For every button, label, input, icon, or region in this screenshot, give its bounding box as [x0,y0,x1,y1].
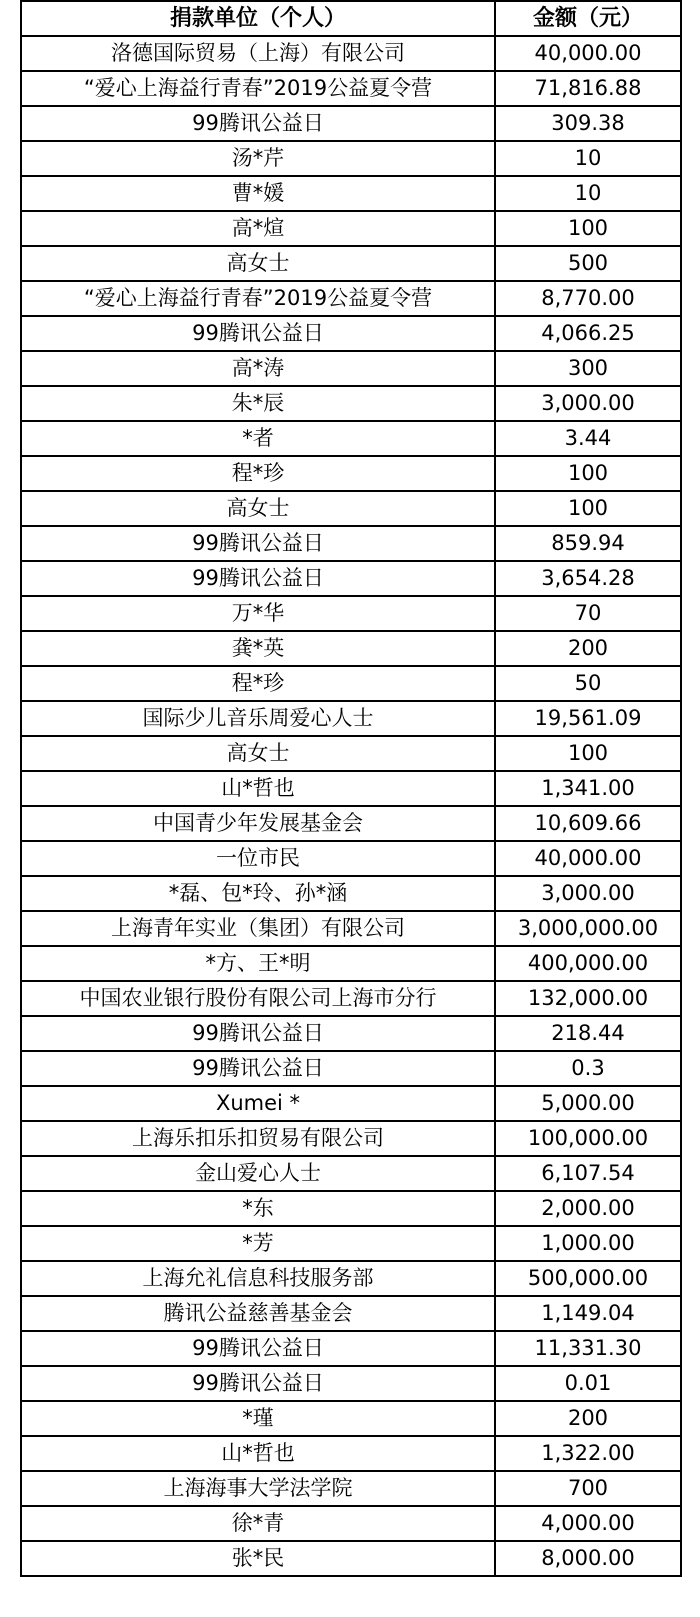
table-row [21,666,681,701]
donor-name-cell: “爱心上海益行青春”2019公益夏令营 [21,281,495,316]
donor-name-cell: 中国农业银行股份有限公司上海市分行 [21,981,495,1016]
donor-name-cell: 金山爱心人士 [21,1156,495,1191]
amount-cell: 5,000.00 [495,1086,681,1121]
donor-name-cell: *方、王*明 [21,946,495,981]
table-header-row [21,1,681,36]
table-row [21,141,681,176]
amount-cell: 500,000.00 [495,1261,681,1296]
amount-cell: 859.94 [495,526,681,561]
donor-name-cell: 99腾讯公益日 [21,106,495,141]
donor-name-cell: 汤*芹 [21,141,495,176]
donor-name-cell: *东 [21,1191,495,1226]
donor-name-cell: 龚*英 [21,631,495,666]
table-row [21,736,681,771]
amount-cell: 40,000.00 [495,36,681,71]
table-row [21,176,681,211]
amount-cell: 3,654.28 [495,561,681,596]
table-row [21,421,681,456]
donor-name-cell: 山*哲也 [21,1436,495,1471]
amount-cell: 2,000.00 [495,1191,681,1226]
table-row [21,1471,681,1506]
amount-cell: 100 [495,211,681,246]
table-row [21,351,681,386]
table-row [21,526,681,561]
donor-name-cell: 腾讯公益慈善基金会 [21,1296,495,1331]
amount-cell: 3,000.00 [495,876,681,911]
table-row [21,806,681,841]
amount-cell: 500 [495,246,681,281]
donor-name-cell: 99腾讯公益日 [21,1051,495,1086]
donor-name-cell: 上海青年实业（集团）有限公司 [21,911,495,946]
table-row [21,1016,681,1051]
table-row [21,106,681,141]
table-body [21,36,681,1576]
amount-cell: 200 [495,631,681,666]
amount-cell: 1,341.00 [495,771,681,806]
donor-name-cell: 99腾讯公益日 [21,316,495,351]
donor-name-cell: 一位市民 [21,841,495,876]
donor-column-header: 捐款单位（个人） [21,1,495,36]
table-row [21,771,681,806]
donation-table-container [20,0,680,1577]
donor-name-cell: 徐*青 [21,1506,495,1541]
amount-column-header: 金额（元） [495,1,681,36]
table-row [21,246,681,281]
table-row [21,1331,681,1366]
amount-cell: 40,000.00 [495,841,681,876]
table-row [21,1401,681,1436]
donor-name-cell: *芳 [21,1226,495,1261]
table-row [21,631,681,666]
table-row [21,1086,681,1121]
donor-name-cell: 99腾讯公益日 [21,1366,495,1401]
donor-name-cell: 上海允礼信息科技服务部 [21,1261,495,1296]
table-row [21,456,681,491]
donor-name-cell: 程*珍 [21,666,495,701]
table-row [21,1506,681,1541]
table-row [21,36,681,71]
donor-name-cell: 曹*媛 [21,176,495,211]
amount-cell: 8,000.00 [495,1541,681,1576]
donor-name-cell: 中国青少年发展基金会 [21,806,495,841]
table-row [21,1191,681,1226]
amount-cell: 3,000,000.00 [495,911,681,946]
amount-cell: 8,770.00 [495,281,681,316]
table-row [21,316,681,351]
donor-name-cell: 程*珍 [21,456,495,491]
amount-cell: 1,322.00 [495,1436,681,1471]
amount-cell: 11,331.30 [495,1331,681,1366]
amount-cell: 700 [495,1471,681,1506]
amount-cell: 132,000.00 [495,981,681,1016]
amount-cell: 100 [495,736,681,771]
table-row [21,981,681,1016]
donor-name-cell: 朱*辰 [21,386,495,421]
donor-name-cell: 洛德国际贸易（上海）有限公司 [21,36,495,71]
amount-cell: 300 [495,351,681,386]
donor-name-cell: Xumei * [21,1086,495,1121]
amount-cell: 70 [495,596,681,631]
amount-cell: 3.44 [495,421,681,456]
table-row [21,71,681,106]
donor-name-cell: 高*涛 [21,351,495,386]
amount-cell: 0.3 [495,1051,681,1086]
amount-cell: 100 [495,491,681,526]
table-row [21,211,681,246]
amount-cell: 6,107.54 [495,1156,681,1191]
donor-name-cell: 万*华 [21,596,495,631]
donor-name-cell: *者 [21,421,495,456]
table-row [21,701,681,736]
amount-cell: 100 [495,456,681,491]
amount-cell: 50 [495,666,681,701]
amount-cell: 3,000.00 [495,386,681,421]
amount-cell: 309.38 [495,106,681,141]
amount-cell: 10,609.66 [495,806,681,841]
amount-cell: 10 [495,176,681,211]
table-row [21,1541,681,1576]
table-row [21,491,681,526]
amount-cell: 218.44 [495,1016,681,1051]
amount-cell: 19,561.09 [495,701,681,736]
table-row [21,1121,681,1156]
donor-name-cell: 99腾讯公益日 [21,1016,495,1051]
table-row [21,1436,681,1471]
table-row [21,1051,681,1086]
table-row [21,386,681,421]
amount-cell: 1,000.00 [495,1226,681,1261]
amount-cell: 0.01 [495,1366,681,1401]
table-row [21,561,681,596]
donor-name-cell: 山*哲也 [21,771,495,806]
amount-cell: 4,000.00 [495,1506,681,1541]
table-row [21,841,681,876]
donor-name-cell: 99腾讯公益日 [21,561,495,596]
table-row [21,1366,681,1401]
donor-name-cell: 上海乐扣乐扣贸易有限公司 [21,1121,495,1156]
donor-name-cell: *磊、包*玲、孙*涵 [21,876,495,911]
donor-name-cell: 高*煊 [21,211,495,246]
table-row [21,876,681,911]
donation-table [20,0,682,1577]
table-row [21,1226,681,1261]
donor-name-cell: 高女士 [21,736,495,771]
donor-name-cell: *瑾 [21,1401,495,1436]
donor-name-cell: 高女士 [21,491,495,526]
table-row [21,1296,681,1331]
table-row [21,1156,681,1191]
donor-name-cell: 99腾讯公益日 [21,1331,495,1366]
donor-name-cell: “爱心上海益行青春”2019公益夏令营 [21,71,495,106]
table-row [21,281,681,316]
table-row [21,911,681,946]
amount-cell: 4,066.25 [495,316,681,351]
amount-cell: 200 [495,1401,681,1436]
donor-name-cell: 张*民 [21,1541,495,1576]
donor-name-cell: 高女士 [21,246,495,281]
donor-name-cell: 上海海事大学法学院 [21,1471,495,1506]
donor-name-cell: 99腾讯公益日 [21,526,495,561]
amount-cell: 100,000.00 [495,1121,681,1156]
table-row [21,946,681,981]
amount-cell: 1,149.04 [495,1296,681,1331]
table-row [21,596,681,631]
amount-cell: 10 [495,141,681,176]
table-row [21,1261,681,1296]
donor-name-cell: 国际少儿音乐周爱心人士 [21,701,495,736]
amount-cell: 400,000.00 [495,946,681,981]
amount-cell: 71,816.88 [495,71,681,106]
